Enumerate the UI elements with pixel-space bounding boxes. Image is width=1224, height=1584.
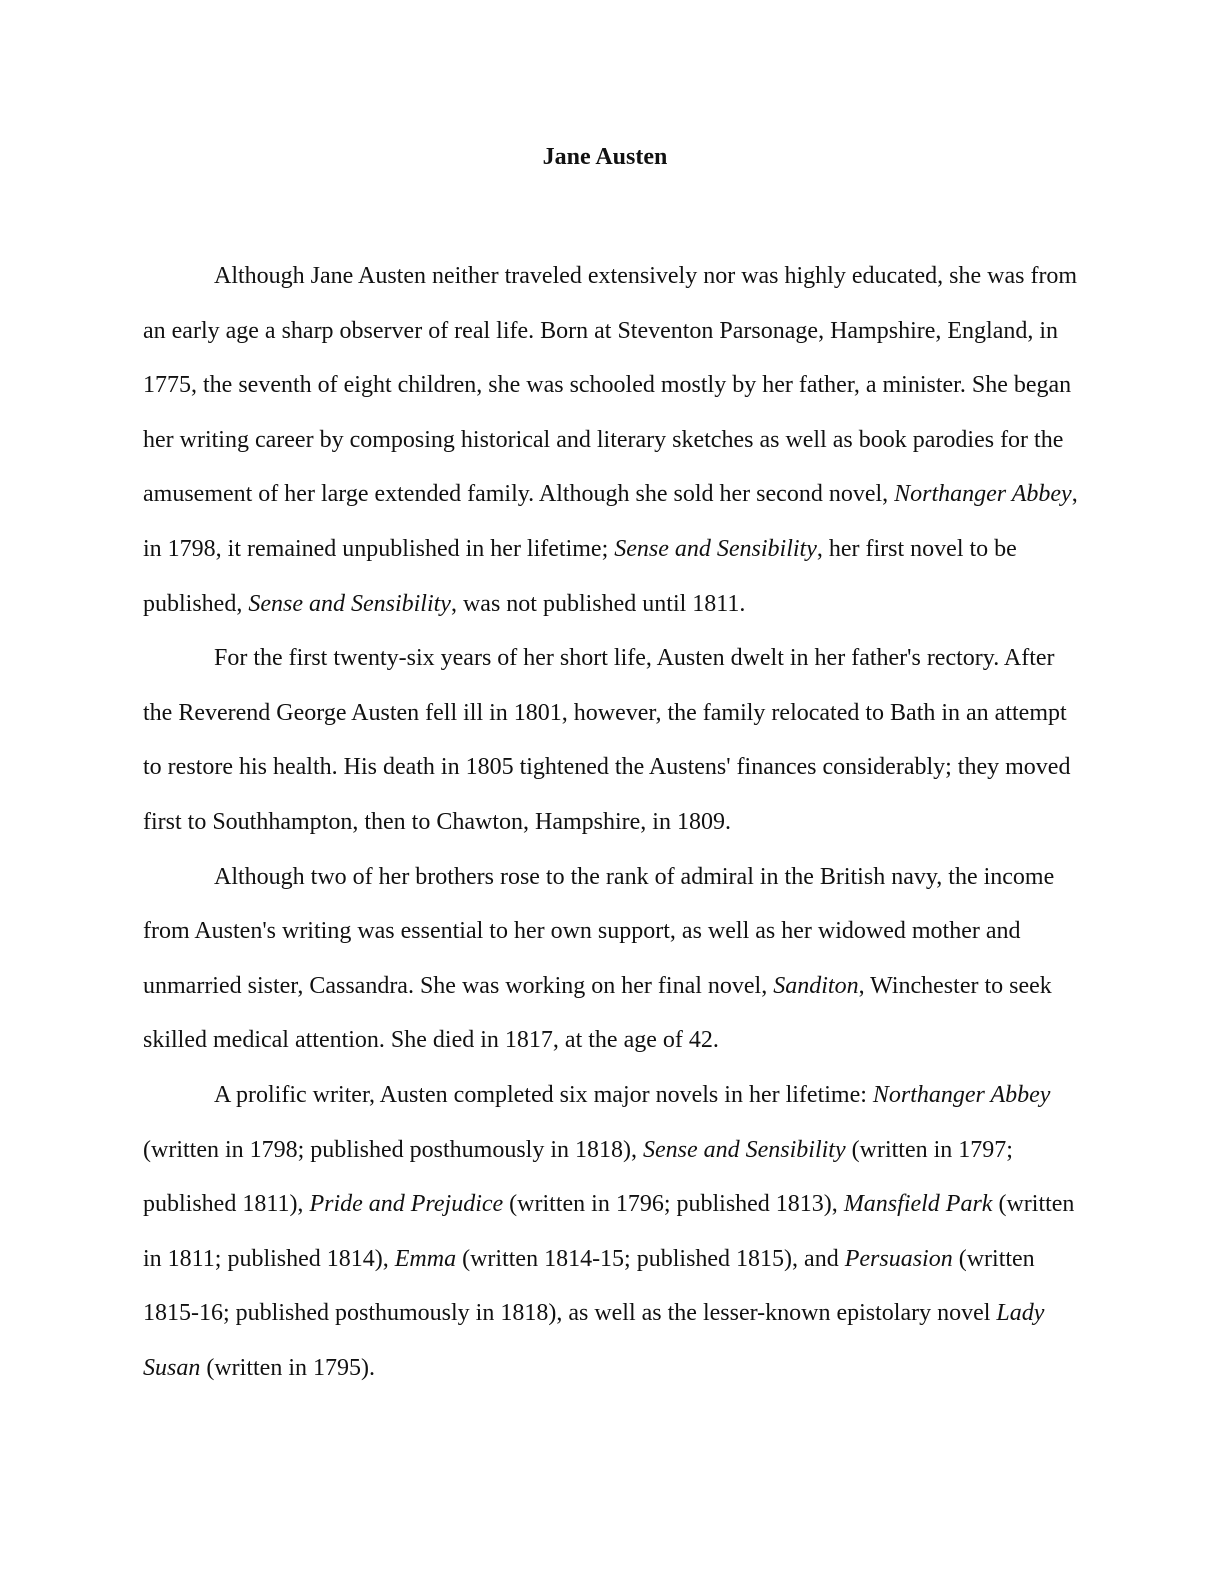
book-title: Persuasion (844, 1245, 953, 1272)
paragraph-3 (143, 850, 1078, 1068)
book-title: Sanditon (773, 972, 859, 999)
book-title: Northanger Abbey (872, 1081, 1051, 1108)
text-run: , Winchester to seek skilled medical attention. She died in 1817, at the age of 42. (143, 972, 1052, 1054)
text-run: , her first novel to be published, (143, 535, 1017, 617)
text-run: Although two of her brothers rose to the rank of admiral in the British navy, the income from Austen's writing was essential to her own support, as well as her widowed mother and unmarried sister, Cassandra. She was working on her final novel, (143, 863, 1055, 999)
book-title: Pride and Prejudice (309, 1191, 504, 1218)
text-run: (written in 1798; published posthumously in 1818), (143, 1136, 643, 1163)
document-title: Jane Austen (542, 144, 668, 170)
text-run: (written in 1811; published 1814), (143, 1191, 1075, 1272)
text-run: (written in 1795). (200, 1354, 375, 1381)
text-run: Although Jane Austen neither traveled extensively nor was highly educated, she was from an early age a sharp observer of real life. Born at Steventon Parsonage, Hampshire, England, in 1775, the seventh of eight children, she was schooled mostly by her father, a minister. She began her writing career by composing historical and literary sketches as well as book parodies for the amusement of her large extended family. Although she sold her second novel, (143, 263, 1078, 508)
text-run: (written in 1796; published 1813), (503, 1191, 844, 1218)
book-title: Sense and Sensibility (642, 1136, 846, 1163)
paragraph-2 (143, 631, 1078, 849)
book-title: Sense and Sensibility (614, 535, 817, 562)
paragraph-4 (143, 1068, 1078, 1396)
text-run: (written 1815-16; published posthumously in 1818), as well as the lesser-known epistolary novel (143, 1245, 1035, 1327)
book-title: Sense and Sensibility (248, 590, 451, 617)
document-body (143, 249, 1078, 1395)
text-run: (written 1814-15; published 1815), and (456, 1245, 845, 1272)
book-title: Emma (394, 1245, 457, 1272)
text-run: For the first twenty-six years of her short life, Austen dwelt in her father's rectory. After the Reverend George Austen fell ill in 1801, however, the family relocated to Bath in an attempt to restore his health. His death in 1805 tightened the Austens' finances considerably; they moved first to Southhampton, then to Chawton, Hampshire, in 1809. (143, 645, 1071, 835)
text-run: (written in 1797; published 1811), (143, 1136, 1013, 1218)
text-run: , in 1798, it remained unpublished in her lifetime; (143, 481, 1078, 562)
book-title: Lady Susan (143, 1300, 1045, 1381)
book-title: Mansfield Park (843, 1191, 993, 1218)
paragraph-1 (143, 249, 1078, 631)
book-title: Northanger Abbey (894, 481, 1072, 508)
text-run: , was not published until 1811. (450, 590, 746, 617)
text-run: A prolific writer, Austen completed six major novels in her lifetime: (214, 1081, 873, 1108)
